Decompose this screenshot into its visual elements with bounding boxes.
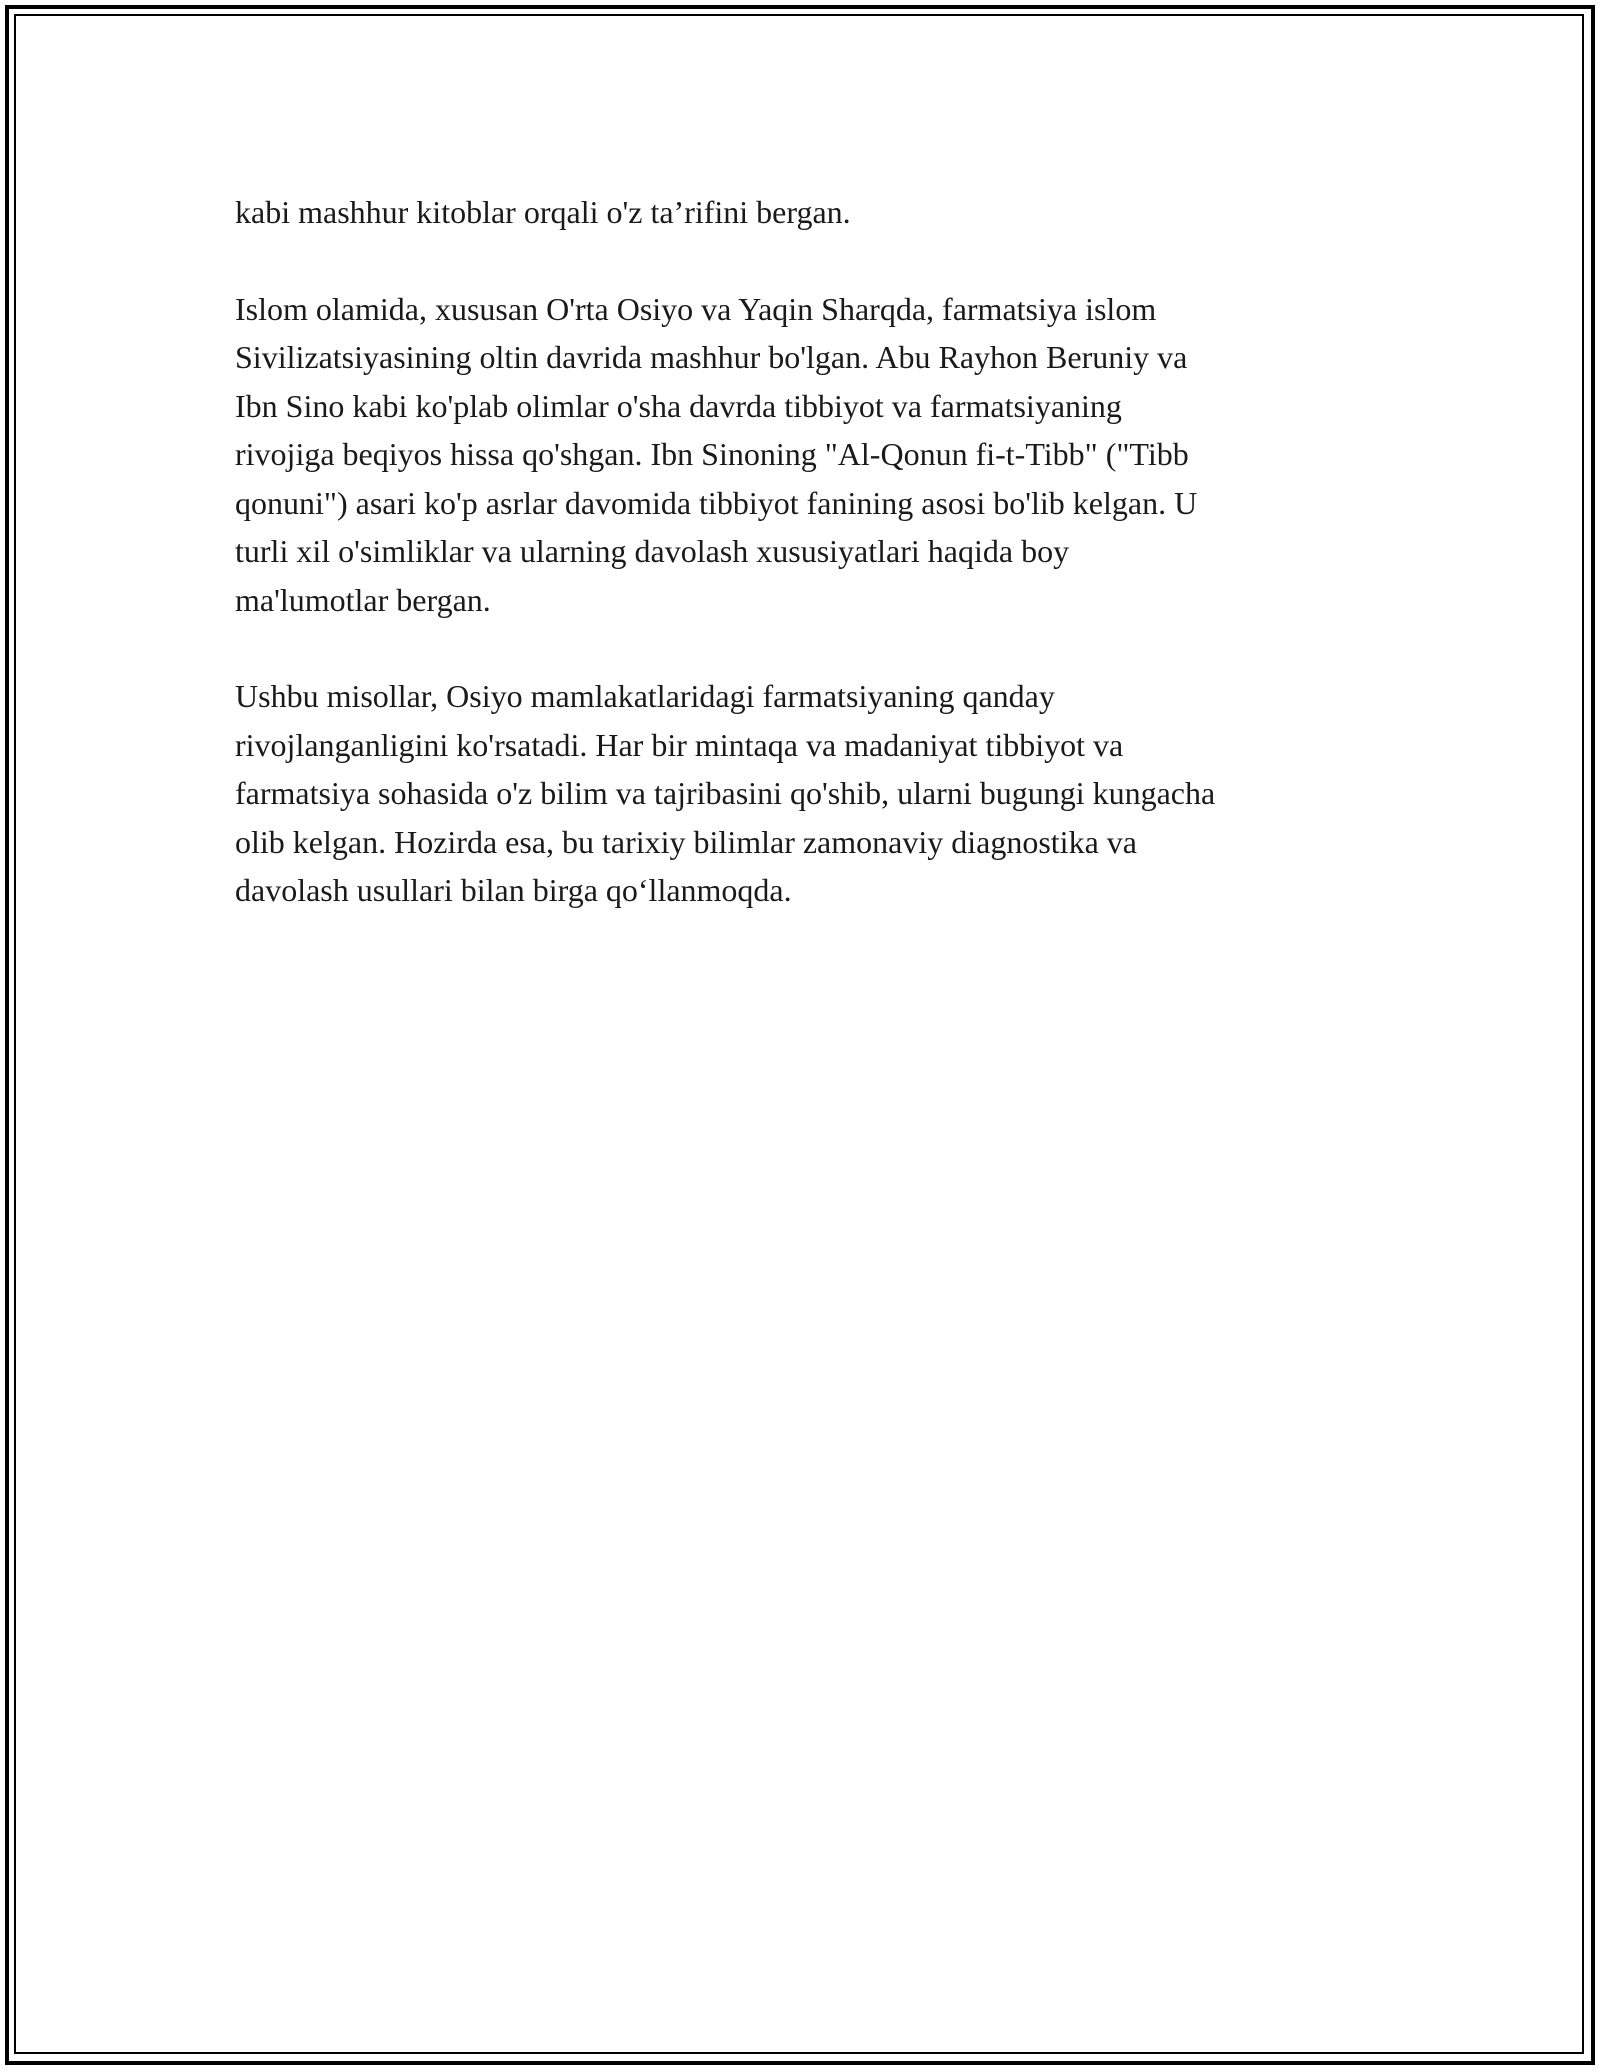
text-line: kabi mashhur kitoblar orqali o'z ta’rifini bergan. — [235, 194, 851, 230]
text-line: davolash usullari bilan birga qo‘llanmoqda. — [235, 872, 792, 908]
text-line: ma'lumotlar bergan. — [235, 581, 491, 618]
text-line: rivojlanganligini ko'rsatadi. Har bir mintaqa va madaniyat tibbiyot va — [235, 726, 1124, 763]
text-line: qonuni") asari ko'p asrlar davomida tibbiyot fanining asosi bo'lib kelgan. U — [235, 484, 1198, 521]
text-line: turli xil o'simliklar va ularning davolash xususiyatlari haqida boy — [235, 533, 1070, 569]
paragraph-3 — [235, 672, 1370, 915]
text-line: olib kelgan. Hozirda esa, bu tarixiy bilimlar zamonaviy diagnostika va — [235, 823, 1137, 860]
text-line: Islom olamida, xususan O'rta Osiyo va Yaqin Sharqda, farmatsiya islom — [235, 290, 1157, 327]
document-body — [235, 188, 1370, 963]
paragraph-2 — [235, 285, 1370, 625]
text-line: rivojiga beqiyos hissa qo'shgan. Ibn Sinoning "Al-Qonun fi-t-Tibb" ("Tibb — [235, 436, 1189, 472]
paragraph-1 — [235, 188, 1370, 237]
text-line: farmatsiya sohasida o'z bilim va tajribasini qo'shib, ularni bugungi kungacha — [235, 775, 1216, 811]
text-line: Sivilizatsiyasining oltin davrida mashhur bo'lgan. Abu Rayhon Beruniy va — [235, 339, 1188, 375]
text-line: Ibn Sino kabi ko'plab olimlar o'sha davrda tibbiyot va farmatsiyaning — [235, 387, 1122, 424]
text-line: Ushbu misollar, Osiyo mamlakatlaridagi farmatsiyaning qanday — [235, 678, 1055, 714]
